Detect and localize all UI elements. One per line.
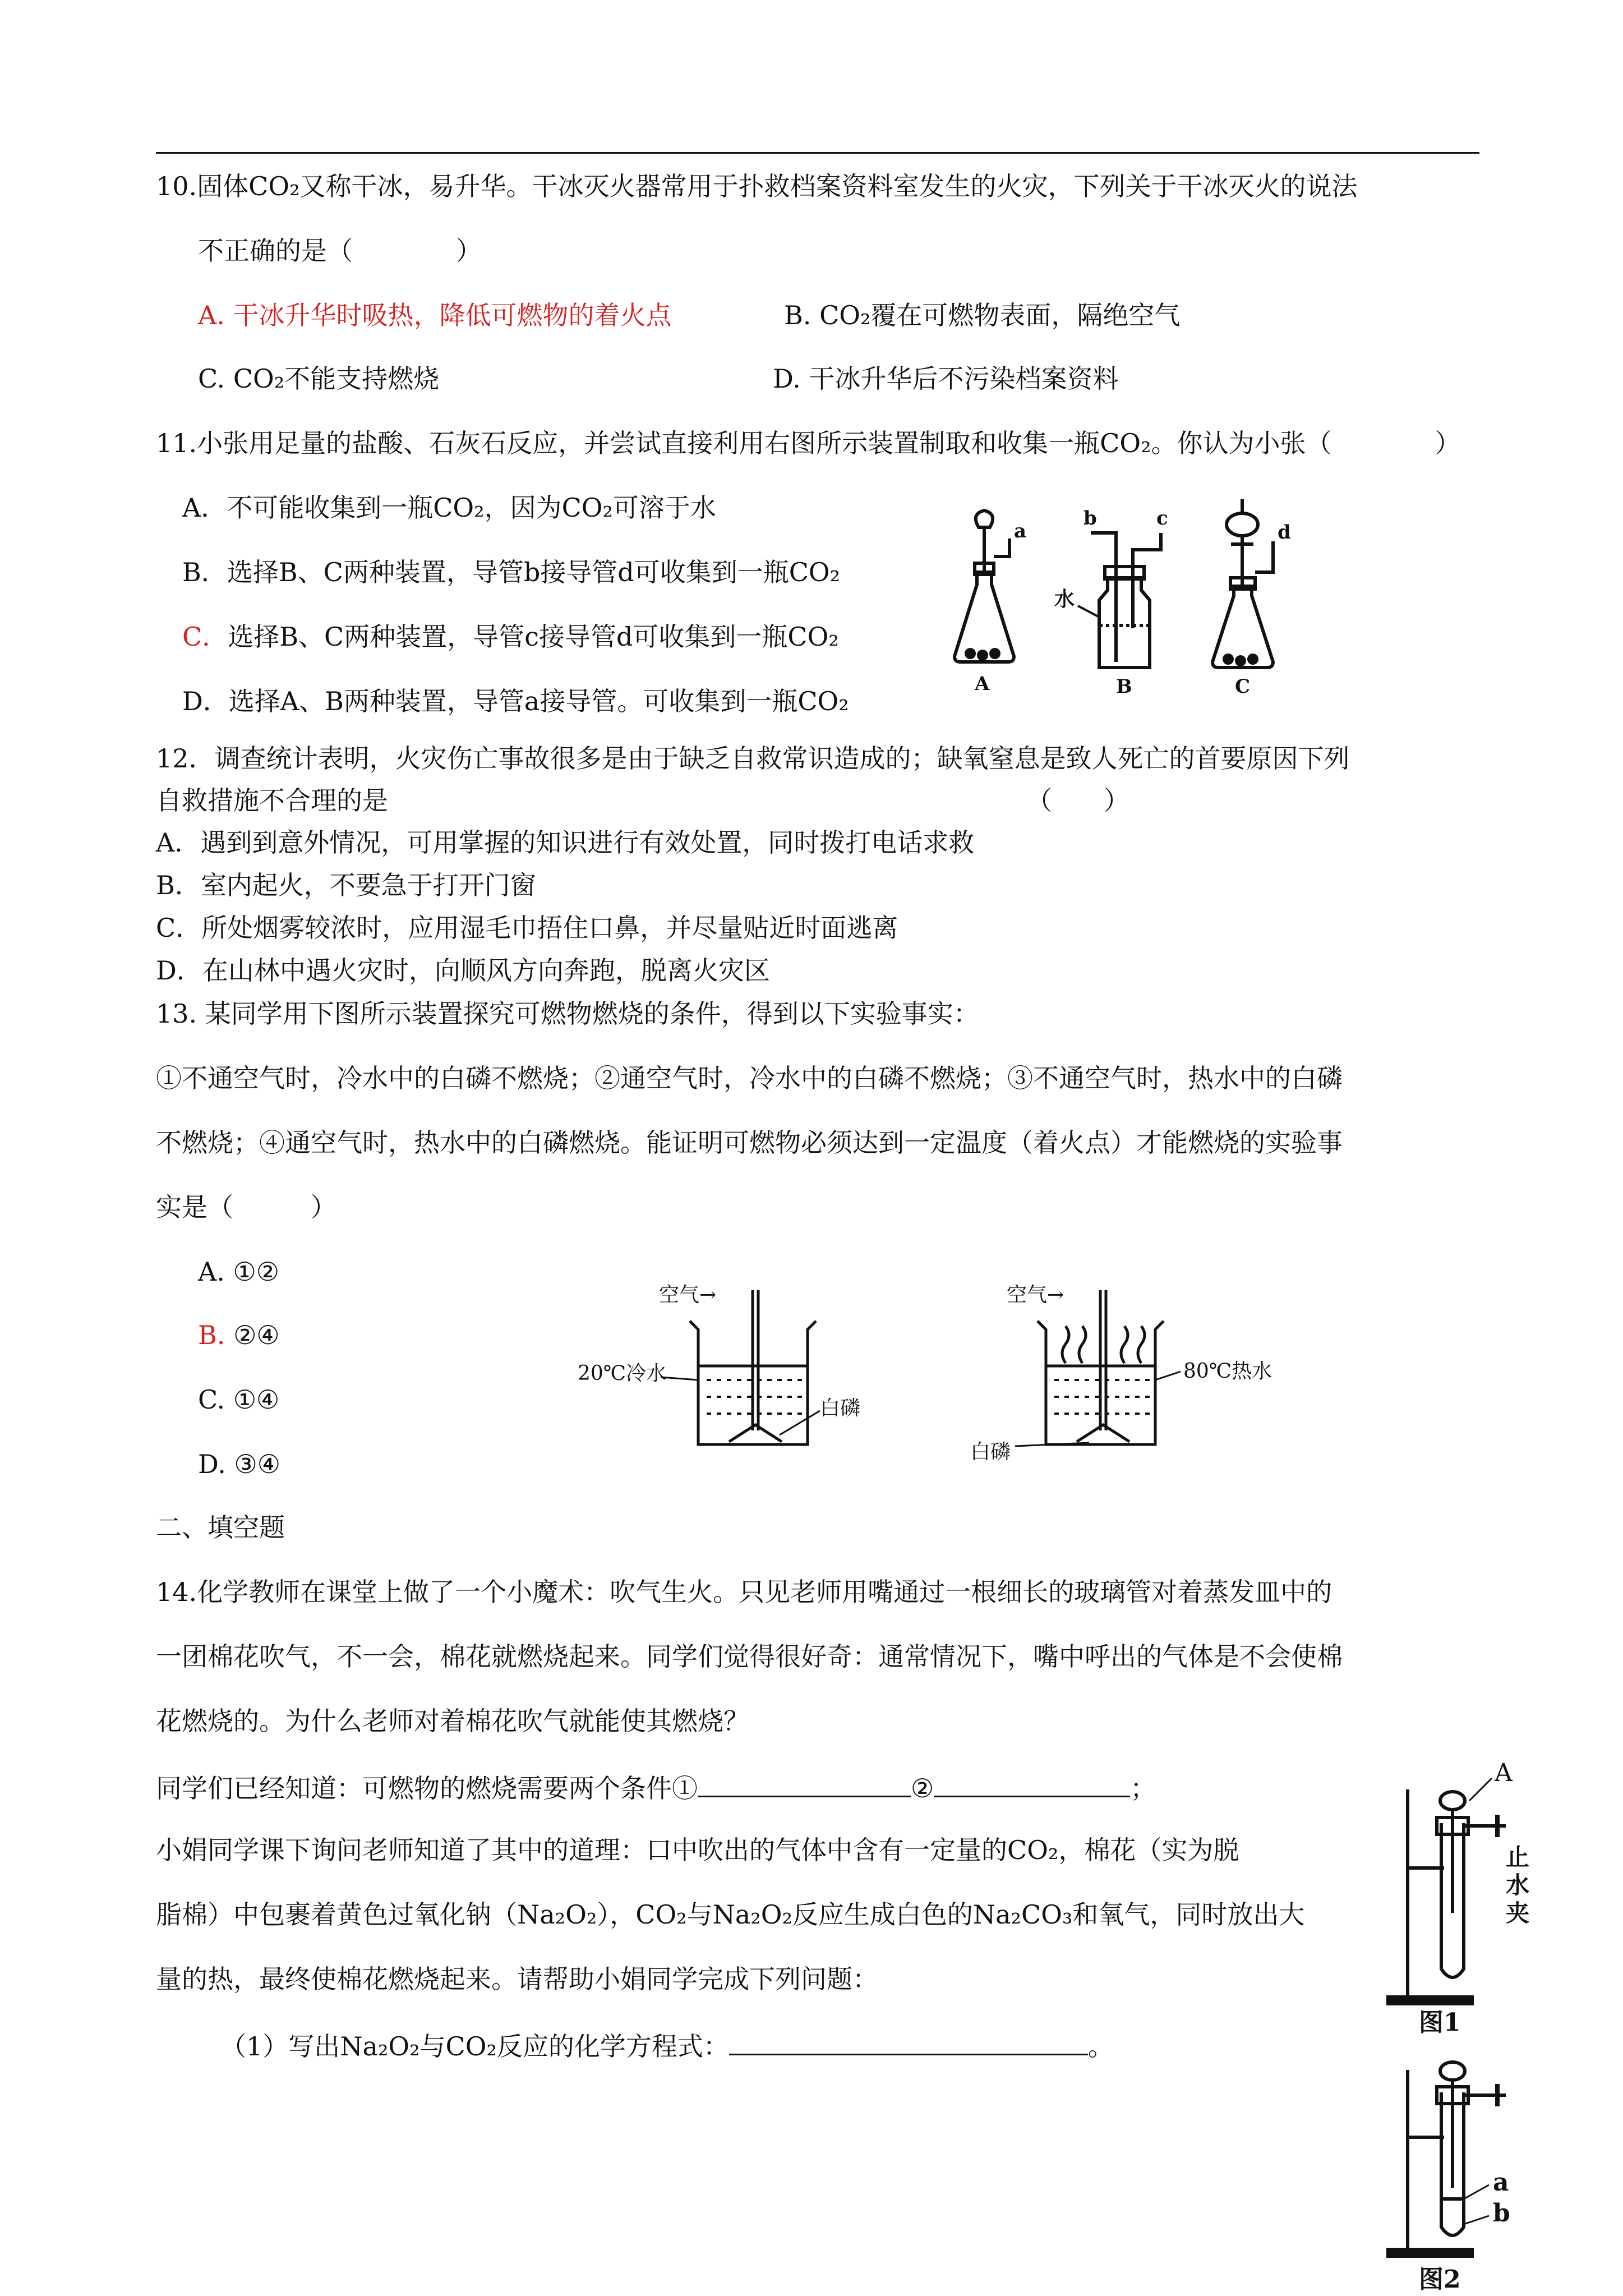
q11-apparatus-figure [948,494,1307,707]
clamp-char-3: 夹 [1506,1899,1530,1927]
q11-option-b: B．选择B、C两种装置，导管b接导管d可收集到一瓶CO₂ [182,557,841,587]
q13-option-b: B. ②④ [198,1320,280,1350]
q14-sub1: （1）写出Na₂O₂与CO₂反应的化学方程式： 。 [220,2027,1114,2063]
q13-stem-line2: ①不通空气时，冷水中的白磷不燃烧；②通空气时，冷水中的白磷不燃烧；③不通空气时，热水中的白磷 [156,1063,1343,1093]
q11-option-c: C．选择B、C两种装置，导管c接导管d可收集到一瓶CO₂ [182,622,839,652]
q12-option-c: C．所处烟雾较浓时，应用湿毛巾捂住口鼻，并尽量贴近时面逃离 [156,913,898,943]
q14-para-line7: 量的热，最终使棉花燃烧起来。请帮助小娟同学完成下列问题： [156,1964,878,1994]
q10-option-d: D. 干冰升华后不污染档案资料 [773,364,1119,394]
stand-base-icon [1388,1997,1472,2004]
q12-option-b: B．室内起火，不要急于打开门窗 [156,870,536,900]
label-A: A [975,673,990,695]
q14-para-line1: 14.化学教师在课堂上做了一个小魔术：吹气生火。只见老师用嘴通过一根细长的玻璃管对着蒸发皿中的 [156,1577,1332,1607]
funnel-c-icon [1227,513,1258,536]
fig2-label-b: b [1493,2199,1510,2228]
label-B: B [1116,675,1132,698]
condition-1-blank[interactable] [698,1769,911,1797]
q13-beaker-figure [578,1268,1295,1481]
q12-option-a: A．遇到到意外情况，可用掌握的知识进行有效处置，同时拨打电话求救 [156,827,975,858]
q11-stem: 11.小张用足量的盐酸、石灰石反应，并尝试直接利用右图所示装置制取和收集一瓶CO₂。你认为小张（ ） [156,428,1461,458]
clamp-char-1: 止 [1506,1843,1530,1871]
fig2-label-a: a [1493,2168,1509,2197]
cold-water-label: 20℃冷水 [578,1362,667,1385]
flask-a-icon [955,572,1014,662]
bottle-b-icon [1099,578,1150,668]
funnel-a-icon [976,510,993,527]
q10-option-a: A. 干冰升华时吸热，降低可燃物的着火点 [198,300,672,330]
flask-c-icon [1212,586,1273,668]
stand-base-icon [1388,2249,1472,2256]
q12-bracket: （ ） [1026,785,1129,816]
fig2-caption: 图2 [1419,2265,1461,2294]
q14-figure-1 [1385,1756,1553,2036]
q12-stem-line2: 自救措施不合理的是 [156,785,388,816]
q11-option-a: A．不可能收集到一瓶CO₂，因为CO₂可溶于水 [182,493,716,523]
label-d: d [1278,521,1291,544]
label-a: a [1014,520,1027,542]
equation-blank[interactable] [729,2027,1088,2055]
q14-figure-2 [1385,2059,1553,2294]
q13-option-a: A. ①② [198,1257,279,1287]
q10-option-c: C. CO₂不能支持燃烧 [198,364,440,394]
q14-para-line3: 花燃烧的。为什么老师对着棉花吹气就能使其燃烧？ [156,1706,749,1736]
phosphorus-label-left: 白磷 [820,1397,861,1420]
q14-para-line5: 小娟同学课下询问老师知道了其中的道理：口中吹出的气体中含有一定量的CO₂，棉花（实为脱 [156,1835,1239,1865]
fig1-label-a: A [1495,1759,1513,1787]
q11-option-d: D．选择A、B两种装置，导管a接导管。可收集到一瓶CO₂ [182,686,849,716]
q13-stem-line4: 实是（ ） [156,1192,336,1222]
air-label-right: 空气→ [1007,1283,1064,1306]
q14-conditions-line: 同学们已经知道：可燃物的燃烧需要两个条件① ② ； [156,1769,1156,1805]
label-water: 水 [1054,587,1075,611]
q10-stem-line1: 10.固体CO₂又称干冰，易升华。干冰灭火器常用于扑救档案资料室发生的火灾，下列关于干冰灭火的说法 [156,171,1358,201]
q13-stem-line3: 不燃烧；④通空气时，热水中的白磷燃烧。能证明可燃物必须达到一定温度（着火点）才能燃烧的实验事 [156,1128,1343,1158]
q14-para-line2: 一团棉花吹气，不一会，棉花就燃烧起来。同学们觉得很好奇：通常情况下，嘴中呼出的气体是不会使棉 [156,1641,1343,1672]
q13-option-c: C. ①④ [198,1384,280,1415]
label-C: C [1235,675,1251,698]
header-rule [156,152,1479,154]
fig1-caption: 图1 [1419,2008,1461,2037]
air-label-left: 空气→ [659,1283,717,1306]
q14-para-line6: 脂棉）中包裹着黄色过氧化钠（Na₂O₂），CO₂与Na₂O₂反应生成白色的Na₂CO₃和氧气，同时放出大 [156,1899,1305,1930]
label-b: b [1083,507,1097,530]
q13-option-d: D. ③④ [198,1449,280,1479]
q10-option-b: B. CO₂覆在可燃物表面，隔绝空气 [784,300,1181,330]
q10-stem-line2: 不正确的是（ ） [198,236,482,266]
phosphorus-label-right: 白磷 [970,1441,1011,1464]
q12-stem-line1: 12．调查统计表明，火灾伤亡事故很多是由于缺乏自救常识造成的；缺氧窒息是致人死亡的首要原因下列 [156,743,1350,774]
q13-stem-line1: 13. 某同学用下图所示装置探究可燃物燃烧的条件，得到以下实验事实： [156,999,979,1029]
section-title: 二、填空题 [156,1512,285,1543]
q12-option-d: D．在山林中遇火灾时，向顺风方向奔跑，脱离火灾区 [156,955,770,986]
hot-water-label: 80℃热水 [1183,1360,1272,1383]
clamp-char-2: 水 [1506,1871,1530,1899]
condition-2-blank[interactable] [934,1769,1130,1797]
label-c: c [1156,507,1168,530]
